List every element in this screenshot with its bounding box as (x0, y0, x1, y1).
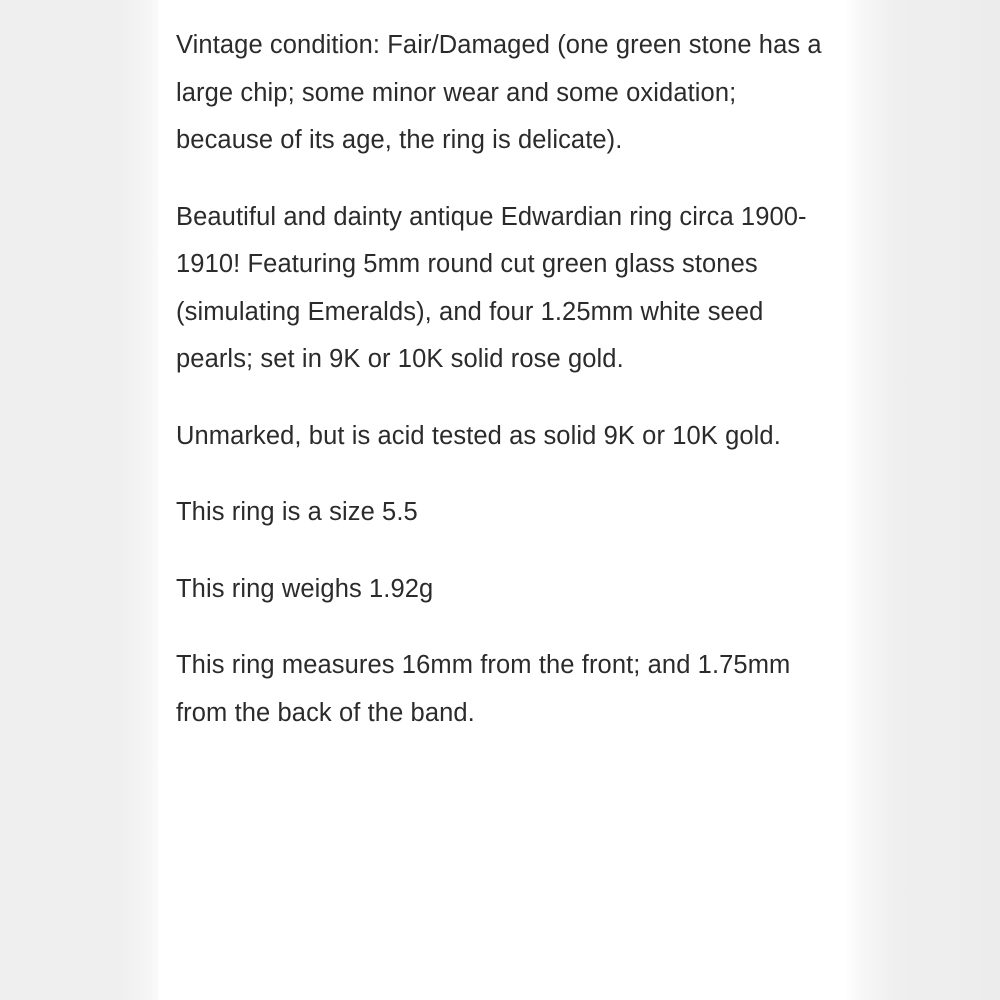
paragraph-measurements: This ring measures 16mm from the front; and 1.75mm from the back of the band. (176, 651, 798, 727)
product-description-text (176, 0, 836, 1000)
paragraph-marking: Unmarked, but is acid tested as solid 9K or 10K gold. (176, 421, 781, 450)
paragraph-weight: This ring weighs 1.92g (176, 574, 434, 603)
paragraph-size: This ring is a size 5.5 (176, 498, 418, 526)
paragraph-description: Beautiful and dainty antique Edwardian ring circa 1900-1910! Featuring 5mm round cut green glass stones (simulating Emeralds), and four 1.25mm white seed pearls; set in 9K or 10K solid rose gold. (176, 202, 807, 373)
paragraph-condition: Vintage condition: Fair/Damaged (one green stone has a large chip; some minor wear and some oxidation; because of its age, the ring is delicate). (176, 31, 829, 154)
